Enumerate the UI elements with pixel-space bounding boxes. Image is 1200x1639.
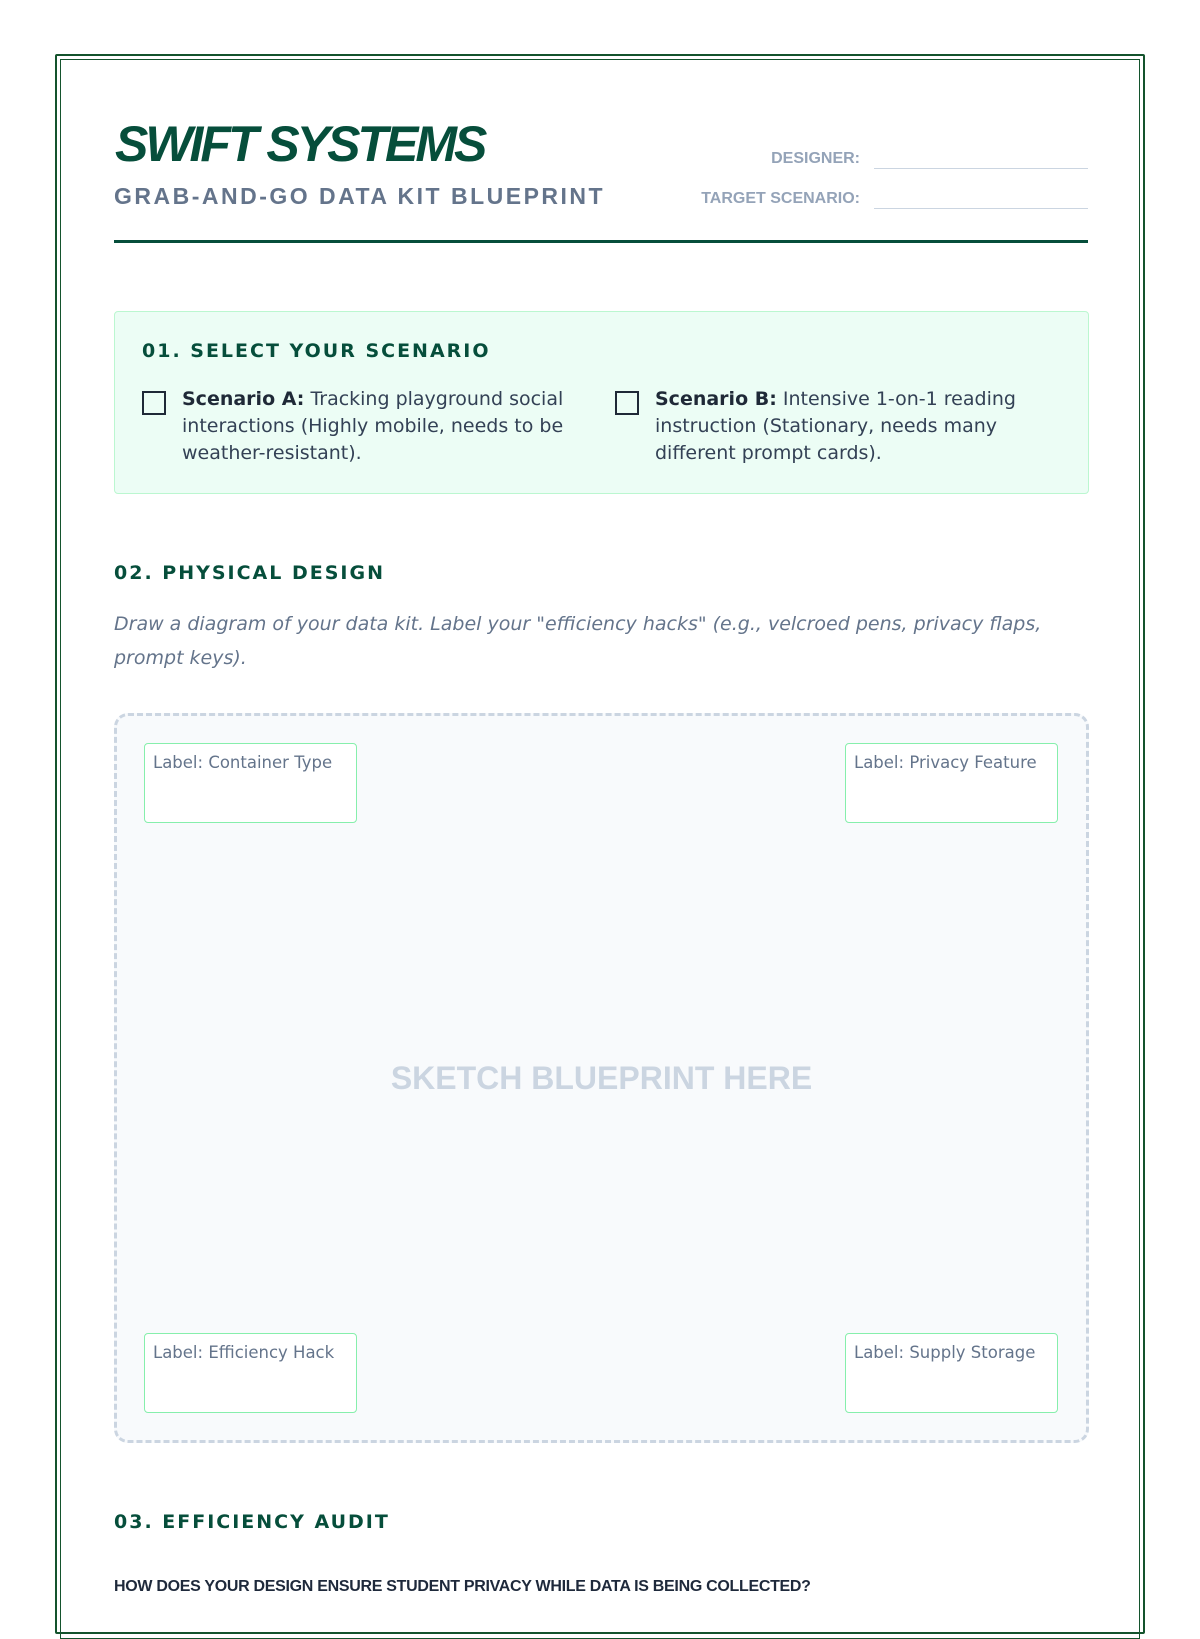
label-privacy-feature[interactable]: Label: Privacy Feature	[845, 743, 1058, 823]
target-scenario-label: TARGET SCENARIO:	[701, 190, 860, 207]
sketch-placeholder: SKETCH BLUEPRINT HERE	[390, 1060, 813, 1096]
label-efficiency-hack[interactable]: Label: Efficiency Hack	[144, 1333, 357, 1413]
scenario-a-description: Tracking playground social interactions (Highly mobile, needs to be weather-resistant).	[182, 388, 564, 464]
scenario-option-b[interactable]	[615, 386, 1045, 467]
designer-field[interactable]	[874, 146, 1088, 169]
scenario-b-description: Intensive 1-on-1 reading instruction (Stationary, needs many different prompt cards).	[655, 388, 1016, 464]
designer-label: DESIGNER:	[771, 150, 860, 167]
physical-design-instructions: Draw a diagram of your data kit. Label your "efficiency hacks" (e.g., velcroed pens, privacy flaps, prompt keys).	[114, 613, 1042, 669]
scenario-a-checkbox[interactable]	[142, 391, 166, 415]
section-title-scenario: 01. SELECT YOUR SCENARIO	[142, 340, 491, 362]
scenario-a-text	[182, 386, 572, 467]
label-container-type[interactable]: Label: Container Type	[144, 743, 357, 823]
scenario-b-name: Scenario B:	[655, 388, 777, 410]
label-supply-storage[interactable]: Label: Supply Storage	[845, 1333, 1058, 1413]
section-title-efficiency-audit: 03. EFFICIENCY AUDIT	[114, 1511, 390, 1533]
target-scenario-row	[701, 186, 1088, 209]
audit-question-privacy: HOW DOES YOUR DESIGN ENSURE STUDENT PRIVACY WHILE DATA IS BEING COLLECTED?	[114, 1578, 811, 1595]
brand-title: SWIFT SYSTEMS	[115, 116, 485, 172]
section-title-physical-design: 02. PHYSICAL DESIGN	[114, 562, 385, 584]
scenario-b-checkbox[interactable]	[615, 391, 639, 415]
scenario-b-text	[655, 386, 1045, 467]
document-subtitle: GRAB-AND-GO DATA KIT BLUEPRINT	[114, 183, 606, 209]
header-divider	[114, 240, 1088, 243]
target-scenario-field[interactable]	[874, 186, 1088, 209]
designer-row	[771, 146, 1088, 169]
scenario-option-a[interactable]	[142, 386, 572, 467]
scenario-a-name: Scenario A:	[182, 388, 305, 410]
